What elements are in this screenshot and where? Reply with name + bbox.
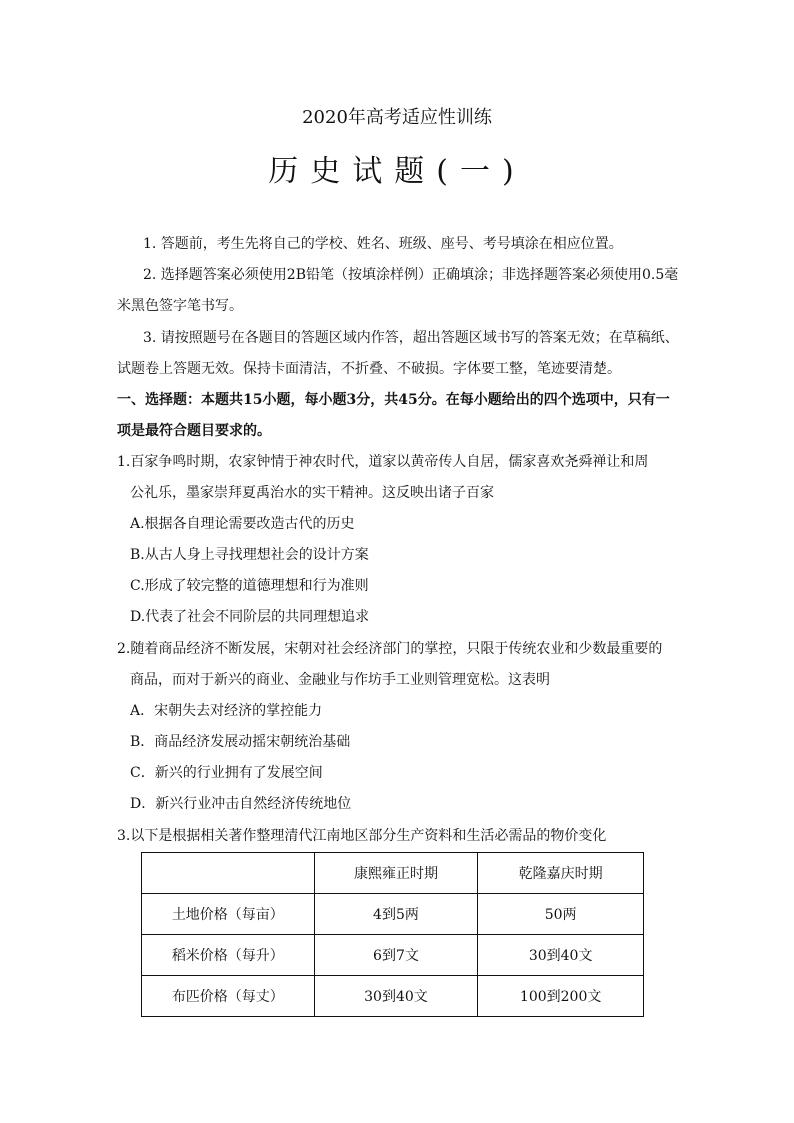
table-row <box>142 894 644 935</box>
table-cell: 30到40文 <box>314 976 478 1017</box>
table-cell: 6到7文 <box>314 935 478 976</box>
question-1-option-c: C.形成了较完整的道德理想和行为准则 <box>130 578 369 594</box>
exam-subtitle: 2020年高考适应性训练 <box>302 107 492 128</box>
table-header-cell: 乾隆嘉庆时期 <box>478 853 644 894</box>
table-cell: 稻米价格（每升） <box>142 935 315 976</box>
table-row <box>142 935 644 976</box>
question-1-stem-line-1: 1.百家争鸣时期，农家钟情于神农时代，道家以黄帝传人自居，儒家喜欢尧舜禅让和周 <box>117 454 649 470</box>
table-header-cell: 康熙雍正时期 <box>314 853 478 894</box>
table-header-row <box>142 853 644 894</box>
table-cell: 100到200文 <box>478 976 644 1017</box>
question-2-stem-line-2: 商品，而对于新兴的商业、金融业与作坊手工业则管理宽松。这表明 <box>130 672 550 688</box>
exam-title: 历史试题(一) <box>268 154 526 189</box>
section-heading-line-2: 项是最符合题目要求的。 <box>117 423 271 439</box>
table-cell: 土地价格（每亩） <box>142 894 315 935</box>
instruction-1: 1. 答题前，考生先将自己的学校、姓名、班级、座号、考号填涂在相应位置。 <box>143 236 623 252</box>
instruction-3-line-1: 3. 请按照题号在各题目的答题区域内作答，超出答题区域书写的答案无效；在草稿纸、 <box>143 330 679 346</box>
question-1-option-b: B.从古人身上寻找理想社会的设计方案 <box>130 547 369 563</box>
table-cell: 50两 <box>478 894 644 935</box>
table-cell: 4到5两 <box>314 894 478 935</box>
table-header-cell <box>142 853 315 894</box>
question-2-stem-line-1: 2.随着商品经济不断发展，宋朝对社会经济部门的掌控，只限于传统农业和少数最重要的 <box>117 641 663 657</box>
question-1-stem-line-2: 公礼乐，墨家崇拜夏禹治水的实干精神。这反映出诸子百家 <box>130 485 494 501</box>
instruction-2-line-1: 2. 选择题答案必须使用2B铅笔（按填涂样例）正确填涂；非选择题答案必须使用0.5毫 <box>143 267 679 283</box>
question-2-option-c: C．新兴的行业拥有了发展空间 <box>130 765 323 781</box>
table-row <box>142 976 644 1017</box>
section-heading-line-1: 一、选择题：本题共15小题，每小题3分，共45分。在每小题给出的四个选项中，只有一 <box>117 392 670 408</box>
instruction-3-line-2: 试题卷上答题无效。保持卡面清洁，不折叠、不破损。字体要工整，笔迹要清楚。 <box>117 361 621 377</box>
table-cell: 布匹价格（每丈） <box>142 976 315 1017</box>
question-2-option-d: D．新兴行业冲击自然经济传统地位 <box>130 796 352 812</box>
question-1-option-d: D.代表了社会不同阶层的共同理想追求 <box>130 609 370 625</box>
instruction-2-line-2: 米黑色签字笔书写。 <box>117 298 243 314</box>
question-2-option-a: A．宋朝失去对经济的掌控能力 <box>130 703 323 719</box>
question-1-option-a: A.根据各自理论需要改造古代的历史 <box>130 516 355 532</box>
question-3-stem: 3.以下是根据相关著作整理清代江南地区部分生产资料和生活必需品的物价变化 <box>117 828 607 844</box>
table-cell: 30到40文 <box>478 935 644 976</box>
question-2-option-b: B．商品经济发展动摇宋朝统治基础 <box>130 734 351 750</box>
price-table <box>141 852 644 1017</box>
